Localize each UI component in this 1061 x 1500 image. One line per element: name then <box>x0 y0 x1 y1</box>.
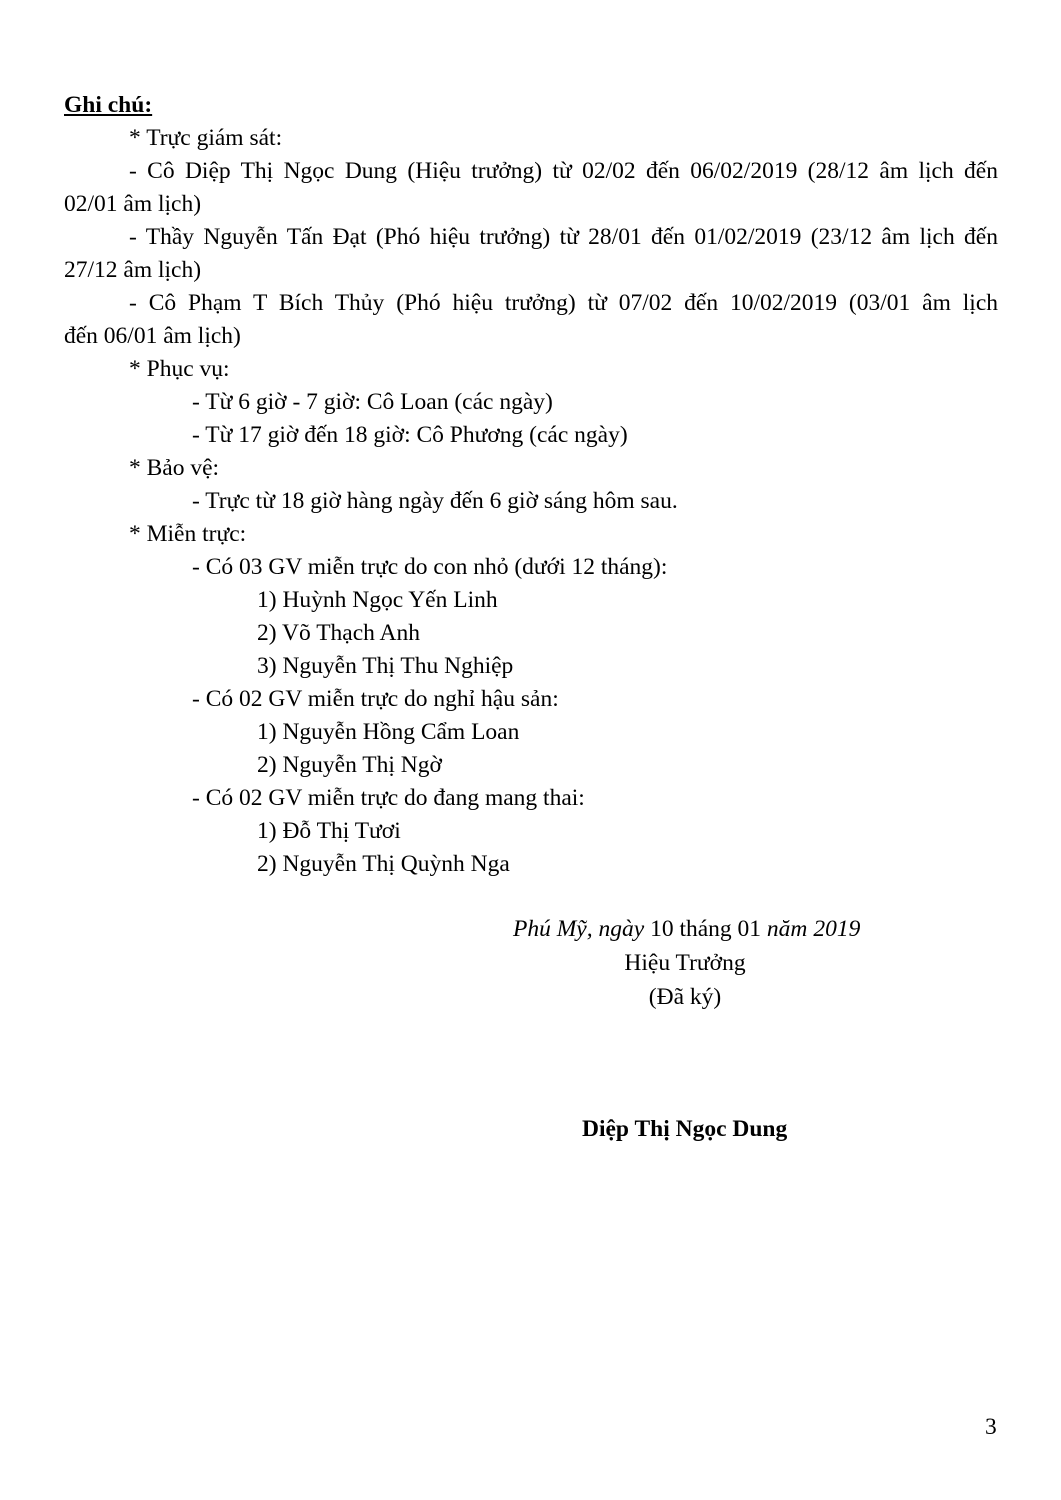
exempt-group-3-label: - Có 02 GV miễn trực do đang mang thai: <box>192 785 585 811</box>
supervision-title: * Trực giám sát: <box>129 125 283 151</box>
signature-date-line <box>513 914 860 944</box>
supervision-item-3-line-1: - Cô Phạm T Bích Thủy (Phó hiệu trưởng) từ 07/02 đến 10/02/2019 (03/01 âm lịch <box>129 290 998 316</box>
exempt-name: 1) Nguyễn Hồng Cẩm Loan <box>257 719 520 745</box>
exempt-title: * Miễn trực: <box>129 521 247 547</box>
exempt-name: 1) Đỗ Thị Tươi <box>257 818 401 844</box>
exempt-name: 3) Nguyễn Thị Thu Nghiệp <box>257 653 514 679</box>
page-number: 3 <box>985 1414 997 1440</box>
signature-day-word: ngày <box>598 916 645 942</box>
supervision-item-2-line-2: 27/12 âm lịch) <box>64 257 202 283</box>
signature-place: Phú Mỹ, <box>513 916 593 942</box>
signature-year-word: năm <box>766 916 808 942</box>
signature-day: 10 <box>650 916 674 942</box>
supervision-item-1-line-1: - Cô Diệp Thị Ngọc Dung (Hiệu trưởng) từ 02/02 đến 06/02/2019 (28/12 âm lịch đến <box>129 158 998 184</box>
exempt-name: 2) Nguyễn Thị Quỳnh Nga <box>257 851 510 877</box>
exempt-group-1-label: - Có 03 GV miễn trực do con nhỏ (dưới 12 tháng): <box>192 554 668 580</box>
signature-name: Diệp Thị Ngọc Dung <box>582 1116 788 1142</box>
supervision-item-3-line-2: đến 06/01 âm lịch) <box>64 323 241 349</box>
signature-signed-note: (Đã ký) <box>648 984 722 1010</box>
exempt-group-2-label: - Có 02 GV miễn trực do nghỉ hậu sản: <box>192 686 559 712</box>
security-title: * Bảo vệ: <box>129 455 220 481</box>
supervision-item-2-line-1: - Thầy Nguyễn Tấn Đạt (Phó hiệu trưởng) từ 28/01 đến 01/02/2019 (23/12 âm lịch đến <box>129 224 998 250</box>
exempt-name: 1) Huỳnh Ngọc Yến Linh <box>257 587 498 613</box>
service-title: * Phục vụ: <box>129 356 230 382</box>
signature-month: 01 <box>737 916 762 942</box>
service-item-1: - Từ 6 giờ - 7 giờ: Cô Loan (các ngày) <box>192 389 553 415</box>
supervision-item-1-line-2: 02/01 âm lịch) <box>64 191 202 217</box>
signature-year: 2019 <box>813 916 861 942</box>
exempt-name: 2) Võ Thạch Anh <box>257 620 420 646</box>
notes-heading: Ghi chú: <box>64 92 153 118</box>
security-item-1: - Trực từ 18 giờ hàng ngày đến 6 giờ sáng hôm sau. <box>192 488 678 514</box>
exempt-name: 2) Nguyễn Thị Ngờ <box>257 752 442 778</box>
signature-month-word: tháng <box>679 916 732 942</box>
signature-title: Hiệu Trưởng <box>624 950 746 976</box>
service-item-2: - Từ 17 giờ đến 18 giờ: Cô Phương (các ngày) <box>192 422 628 448</box>
